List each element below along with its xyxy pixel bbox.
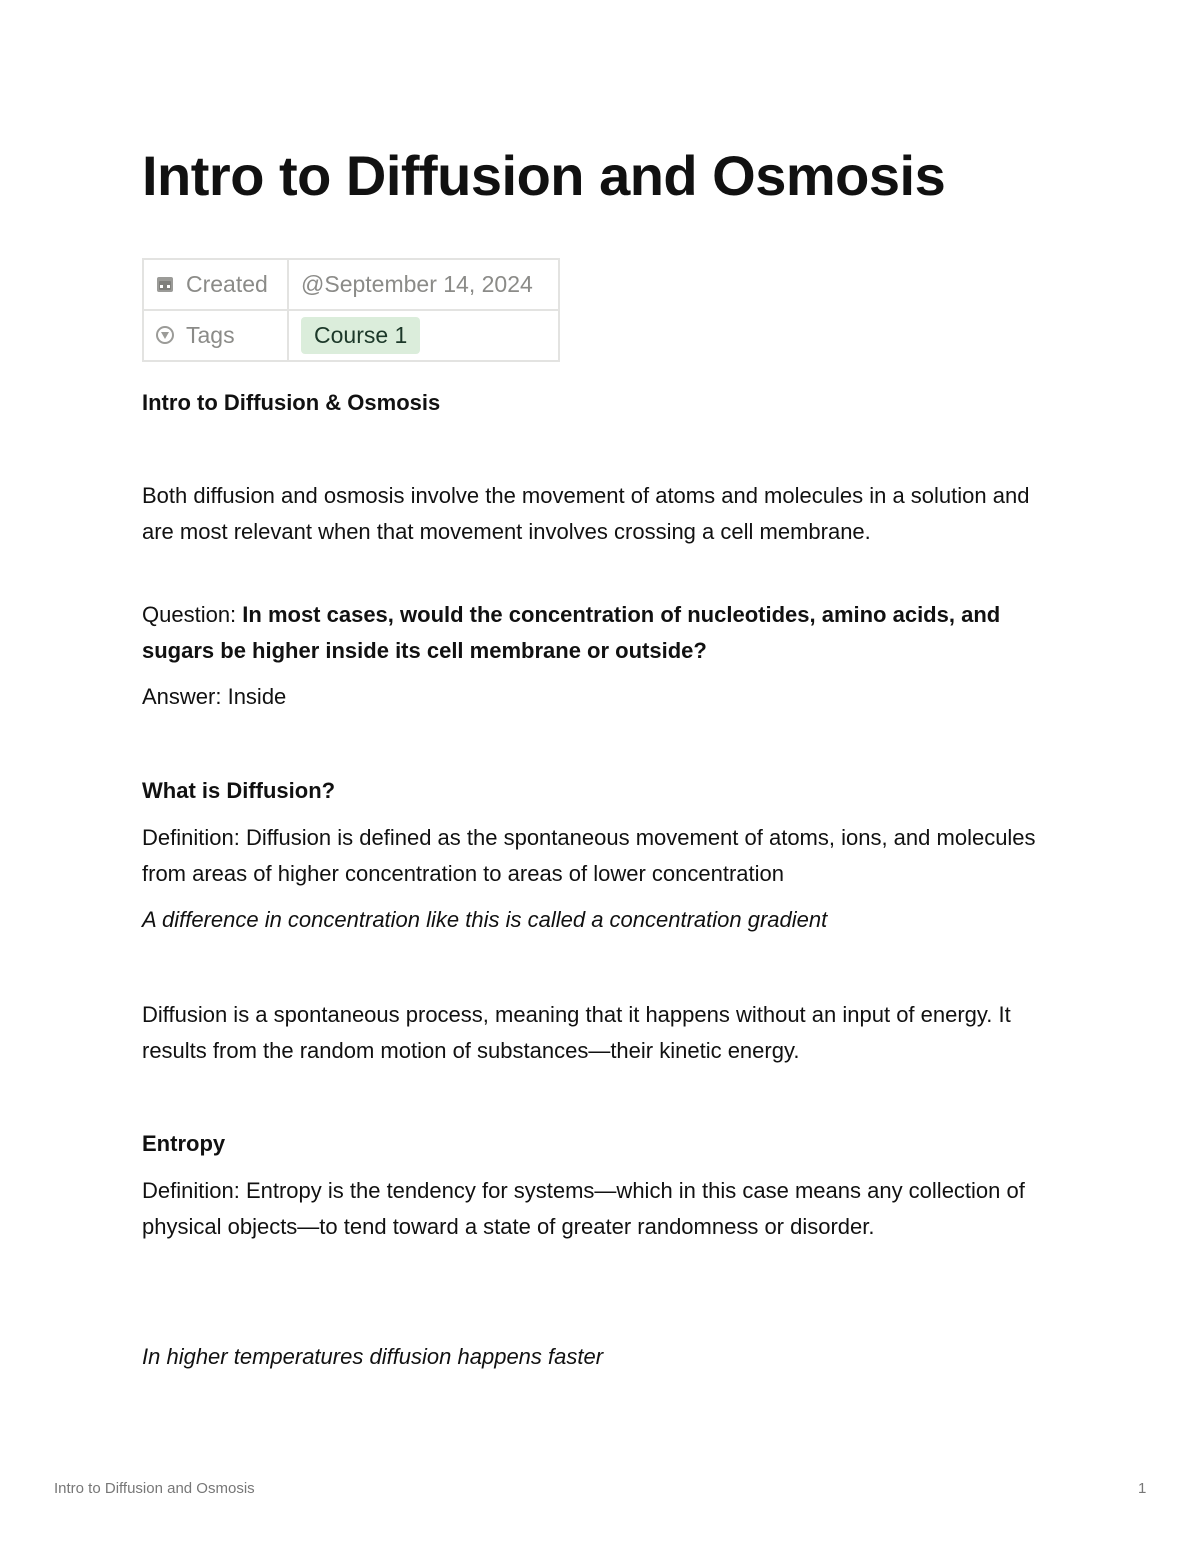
question-label: Question: bbox=[142, 602, 243, 627]
intro-paragraph: Both diffusion and osmosis involve the movement of atoms and molecules in a solution and are most relevant when that movement involves crossing a cell membrane. bbox=[142, 483, 1030, 544]
property-value-tags bbox=[288, 310, 559, 361]
footer-doc-title: Intro to Diffusion and Osmosis bbox=[54, 1480, 255, 1497]
property-value-created[interactable]: @September 14, 2024 bbox=[288, 259, 559, 310]
tag-chip-course-1[interactable]: Course 1 bbox=[301, 317, 420, 354]
gradient-note: A difference in concentration like this is called a concentration gradient bbox=[142, 907, 828, 932]
property-row-created bbox=[143, 259, 559, 310]
entropy-heading: Entropy bbox=[142, 1131, 226, 1156]
property-row-tags bbox=[143, 310, 559, 361]
property-key-created bbox=[143, 259, 288, 310]
diffusion-heading: What is Diffusion? bbox=[142, 778, 336, 803]
spontaneous-paragraph: Diffusion is a spontaneous process, meaning that it happens without an input of energy. It results from the random motion of substances—their kinetic energy. bbox=[142, 1002, 1011, 1063]
question-paragraph bbox=[142, 597, 1062, 668]
diffusion-definition: Definition: Diffusion is defined as the spontaneous movement of atoms, ions, and molecules from areas of higher concentration to areas of lower concentration bbox=[142, 825, 1036, 886]
tag-icon bbox=[156, 326, 174, 344]
property-key-tags bbox=[143, 310, 288, 361]
question-text: In most cases, would the concentration of nucleotides, amino acids, and sugars be higher inside its cell membrane or outside? bbox=[142, 602, 1001, 663]
page-title: Intro to Diffusion and Osmosis bbox=[142, 144, 946, 207]
footer-page-number: 1 bbox=[1138, 1480, 1147, 1497]
property-label-created: Created bbox=[186, 271, 268, 297]
temperature-note: In higher temperatures diffusion happens faster bbox=[142, 1344, 604, 1369]
property-label-tags: Tags bbox=[186, 322, 235, 348]
calendar-icon bbox=[156, 275, 174, 293]
intro-heading: Intro to Diffusion & Osmosis bbox=[142, 390, 441, 415]
entropy-definition: Definition: Entropy is the tendency for systems—which in this case means any collection of physical objects—to tend toward a state of greater randomness or disorder. bbox=[142, 1178, 1025, 1239]
properties-table bbox=[142, 258, 560, 362]
answer-text: Answer: Inside bbox=[142, 684, 287, 709]
